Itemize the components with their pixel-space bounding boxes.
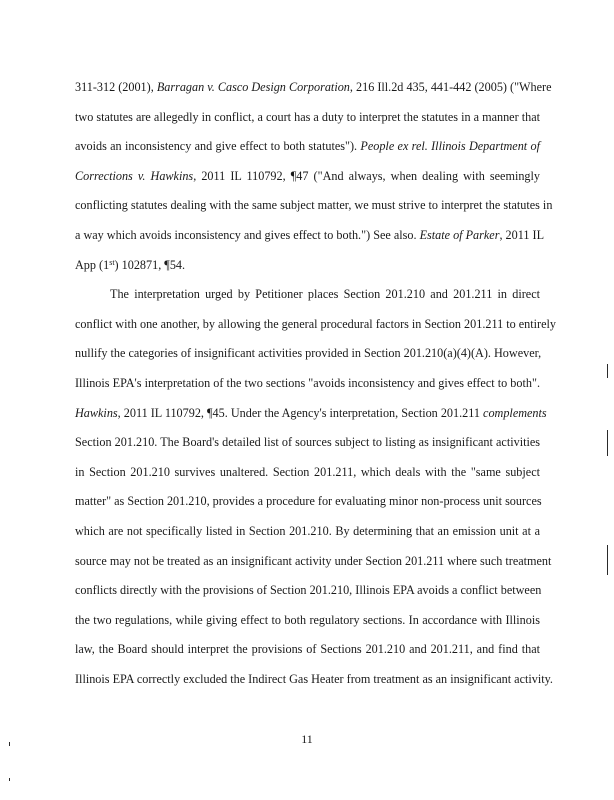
text-line bbox=[75, 642, 540, 656]
line-text: , 2011 IL bbox=[499, 228, 545, 242]
line-text: Illinois EPA's interpretation of the two sections "avoids inconsistency and gives effect to both". bbox=[75, 376, 540, 390]
line-text: , 2011 IL 110792, ¶47 ("And always, when dealing with seemingly bbox=[193, 168, 540, 183]
italic-text: Estate of Parker bbox=[419, 228, 500, 242]
line-text: the two regulations, while giving effect to both regulatory sections. In accordance with Illinois bbox=[75, 612, 540, 627]
italic-text: Hawkins bbox=[75, 405, 118, 420]
line-text: avoids an inconsistency and give effect to both statutes"). bbox=[75, 139, 361, 154]
text-line bbox=[75, 169, 540, 183]
text-line bbox=[75, 139, 540, 153]
text-line bbox=[75, 465, 540, 479]
line-text: in Section 201.210 survives unaltered. Section 201.211, which deals with the "same subject bbox=[75, 464, 540, 479]
scan-mark bbox=[9, 742, 10, 746]
line-text: a way which avoids inconsistency and gives effect to both.") See also. bbox=[75, 228, 420, 242]
italic-text: complements bbox=[483, 405, 547, 420]
text-line bbox=[75, 258, 540, 272]
line-text: matter" as Section 201.210, provides a procedure for evaluating minor non-process unit sources bbox=[75, 494, 542, 509]
italic-text: People ex rel. Illinois Department of bbox=[360, 139, 540, 154]
line-text: conflict with one another, by allowing the general procedural factors in Section 201.211 to entirely bbox=[75, 316, 556, 331]
line-text: which are not specifically listed in Section 201.210. By determining that an emission unit at a bbox=[75, 524, 540, 538]
scan-mark bbox=[607, 430, 608, 456]
text-line bbox=[75, 553, 552, 568]
text-line bbox=[75, 583, 540, 597]
line-text: nullify the categories of insignificant activities provided in Section 201.210(a)(4)(A). However, bbox=[75, 346, 542, 361]
superscript-text: st bbox=[109, 257, 115, 267]
line-text: ) 102871, ¶54. bbox=[114, 257, 186, 272]
line-text: Illinois EPA correctly excluded the Indirect Gas Heater from treatment as an insignificant activity. bbox=[75, 672, 553, 686]
scan-mark bbox=[607, 545, 608, 575]
line-text: two statutes are allegedly in conflict, a court has a duty to interpret the statutes in a manner that bbox=[75, 109, 540, 124]
page-number: 11 bbox=[301, 732, 313, 746]
line-text: App (1 bbox=[75, 257, 110, 272]
text-line bbox=[75, 494, 540, 508]
text-line bbox=[75, 524, 540, 538]
scan-mark bbox=[9, 778, 10, 781]
text-line bbox=[75, 80, 552, 94]
line-text: , 2011 IL 110792, ¶45. Under the Agency's interpretation, Section 201.211 bbox=[117, 405, 484, 420]
line-text: conflicting statutes dealing with the same subject matter, we must strive to interpret the statutes in bbox=[75, 198, 553, 213]
text-line bbox=[75, 405, 547, 420]
text-line bbox=[75, 435, 540, 449]
italic-text: Corrections v. Hawkins bbox=[75, 168, 194, 183]
text-line bbox=[75, 198, 553, 213]
italic-text: Barragan v. Casco Design Corporation bbox=[156, 80, 350, 94]
line-text: law, the Board should interpret the provisions of Sections 201.210 and 201.211, and find that bbox=[75, 642, 540, 657]
line-text: source may not be treated as an insignificant activity under Section 201.211 where such treatment bbox=[75, 553, 552, 568]
text-line bbox=[75, 613, 540, 627]
text-line bbox=[110, 287, 540, 301]
text-line bbox=[75, 228, 545, 242]
text-line bbox=[75, 346, 540, 360]
line-text: The interpretation urged by Petitioner places Section 201.210 and 201.211 in direct bbox=[110, 287, 540, 302]
text-line bbox=[75, 316, 556, 331]
line-text: 311-312 (2001), bbox=[75, 80, 157, 94]
line-text: , 216 Ill.2d 435, 441-442 (2005) ("Where bbox=[349, 80, 552, 94]
text-line bbox=[75, 672, 553, 686]
line-text: conflicts directly with the provisions of Section 201.210, Illinois EPA avoids a conflict between bbox=[75, 583, 542, 598]
text-line bbox=[75, 110, 540, 124]
scan-mark bbox=[607, 364, 608, 378]
line-text: Section 201.210. The Board's detailed list of sources subject to listing as insignificant activities bbox=[75, 435, 540, 450]
text-line bbox=[75, 376, 540, 390]
